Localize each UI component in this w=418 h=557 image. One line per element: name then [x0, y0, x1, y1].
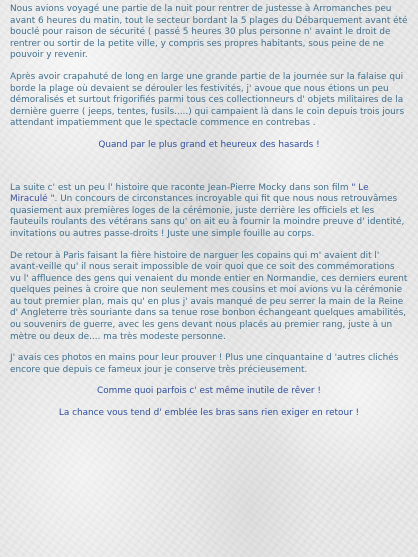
paragraph-rever: Comme quoi parfois c' est même inutile de rêver ! [97, 386, 321, 397]
film-title: " Le Miraculé " [10, 182, 369, 205]
article-body [10, 4, 408, 420]
paragraph-cliff: Après avoir crapahuté de long en large une grande partie de la journée sur la falaise qui borde la plage où devaient se dérouler les festivités, j' avoue que nous étions un peu démoralisés et surtout frigorifiés parmi tous ces collectionneurs d' objets militaires de la dernière guerre ( jeeps, tentes, fusils.....) qui campaient là dans le coin depuis trois jours attendant impatiemment que le spectacle commence en contrebas . [10, 71, 405, 129]
paragraph-arrival: Nous avions voyagé une partie de la nuit pour rentrer de justesse à Arromanches peu avant 6 heures du matin, tout le secteur bordant la 5 plages du Débarquement avant été bouclé pour raison de sécurité ( passé 5 heures 30 plus personne n' avaint le droit de rentrer ou sortir de la petite ville, y compris ses propres habitants, sous peine de ne pouvoir y revenir. [10, 4, 408, 61]
paragraph-hasard: Quand par le plus grand et heureux des hasards ! [98, 139, 320, 150]
paragraph-chance: La chance vous tend d' emblée les bras sans rien exiger en retour ! [58, 408, 360, 419]
paragraph-photos: J' avais ces photos en mains pour leur prouver ! Plus une cinquantaine d 'autres clichés encore que depuis ce fameux jour je conserve très précieusement. [10, 353, 399, 375]
miracule-text-after: . Un concours de circonstances incroyable qui fit que nous nous retrouvâmes quasiement aux premières loges de la cérémonie, juste derrière les officiels et les fauteuils roulants des vétérans sans qu' on ait eu à fournir la moindre preuve d' identité, invitations ou autres passe-droits ! Juste une simple fouille au corps. [10, 194, 405, 239]
paragraph-miracule [10, 183, 408, 241]
paragraph-paris: De retour à Paris faisant la fière histoire de narguer les copains qui m' avaient dit l' avant-veille qu' il nous serait impossible de voir quoi que ce soit des commémorations vu l' affluence des gens qui venaient du monde entier en Normandie, ces derniers eurent quelques peines à croire que non seulement mes cousins et moi avions vu la cérémonie au tout premier plan, mais qu' en plus j' avais manqué de peu serrer la main de la Reine d' Angleterre très souriante dans sa tenue rose bonbon échangeant quelques amabilités, ou souvenirs de guerre, avec les gens devant nous placés au premier rang, juste à un mètre ou deux de.... ma très modeste personne. [10, 250, 408, 342]
miracule-text-before: La suite c' est un peu l' histoire que raconte Jean-Pierre Mocky dans son film [10, 182, 352, 193]
